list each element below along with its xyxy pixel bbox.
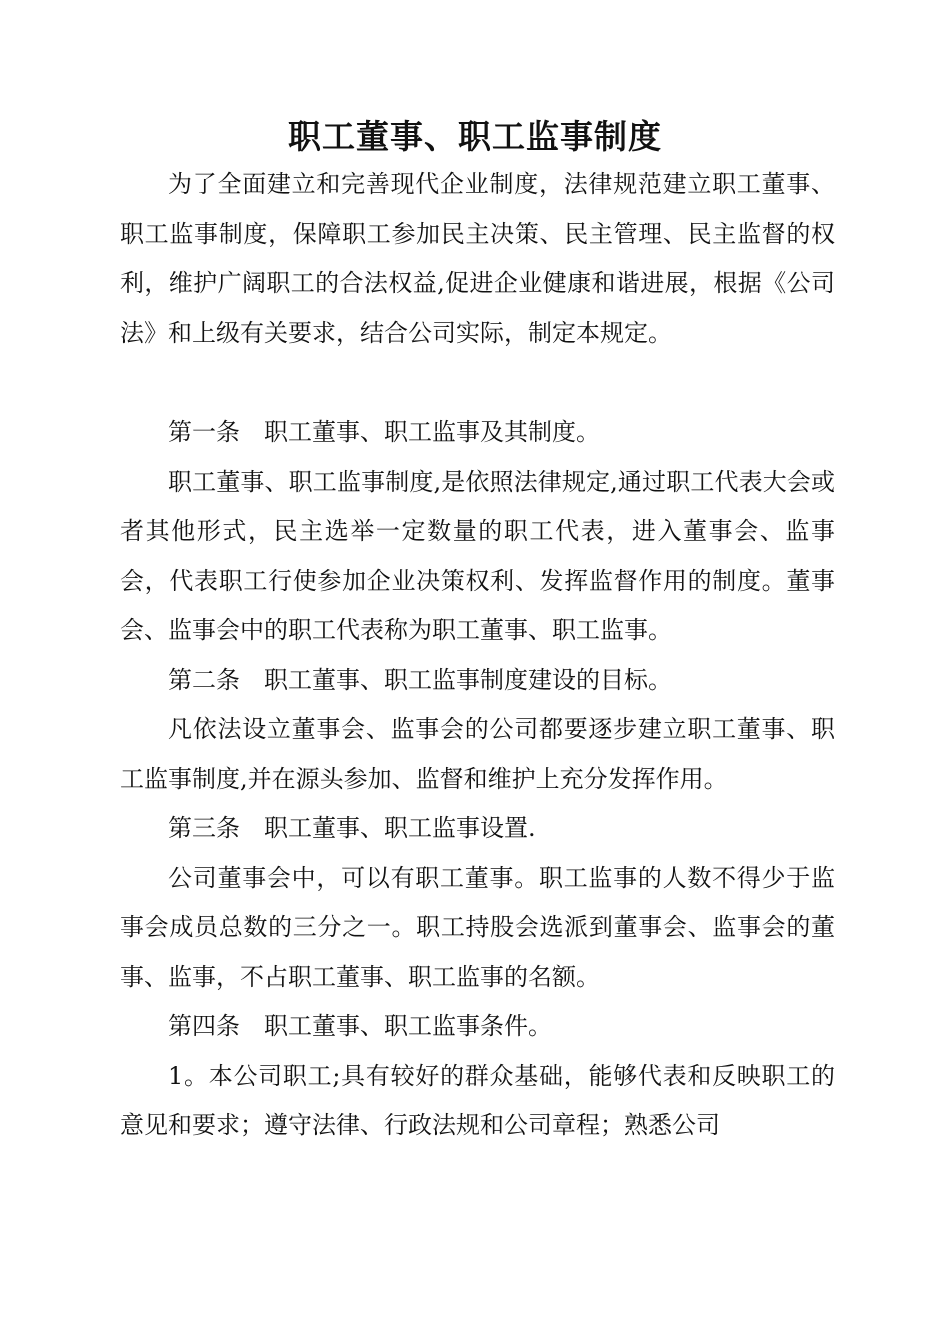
article-1-heading: 第一条 职工董事、职工监事及其制度。 [168,418,600,446]
document-title: 职工董事、职工监事制度 [288,117,662,156]
article-1-body: 职工董事、职工监事制度,是依照法律规定,通过职工代表大会或者其他形式，民主选举一定数量的职工代表，进入董事会、监事会，代表职工行使参加企业决策权利、发挥监督作用的制度。董事会、监事会中的职工代表称为职工董事、职工监事。 [120,467,835,644]
article-2-heading: 第二条 职工董事、职工监事制度建设的目标。 [168,665,672,694]
article-2-body: 凡依法设立董事会、监事会的公司都要逐步建立职工董事、职工监事制度,并在源头参加、监督和维护上充分发挥作用。 [120,715,835,793]
article-3-body: 公司董事会中，可以有职工董事。职工监事的人数不得少于监事会成员总数的三分之一。职工持股会选派到董事会、监事会的董事、监事，不占职工董事、职工监事的名额。 [120,863,835,991]
article-3-heading: 第三条 职工董事、职工监事设置. [168,814,536,842]
document-body [120,160,835,1151]
article-4-heading: 第四条 职工董事、职工监事条件。 [168,1012,552,1040]
paragraph-gap [120,358,835,408]
intro-paragraph: 为了全面建立和完善现代企业制度，法律规范建立职工董事、职工监事制度，保障职工参加民主决策、民主管理、民主监督的权利，维护广阔职工的合法权益,促进企业健康和谐进展，根据《公司法》和上级有关要求，结合公司实际，制定本规定。 [120,170,835,347]
article-4-item-1: 1。本公司职工;具有较好的群众基础，能够代表和反映职工的意见和要求；遵守法律、行政法规和公司章程；熟悉公司 [120,1061,835,1139]
